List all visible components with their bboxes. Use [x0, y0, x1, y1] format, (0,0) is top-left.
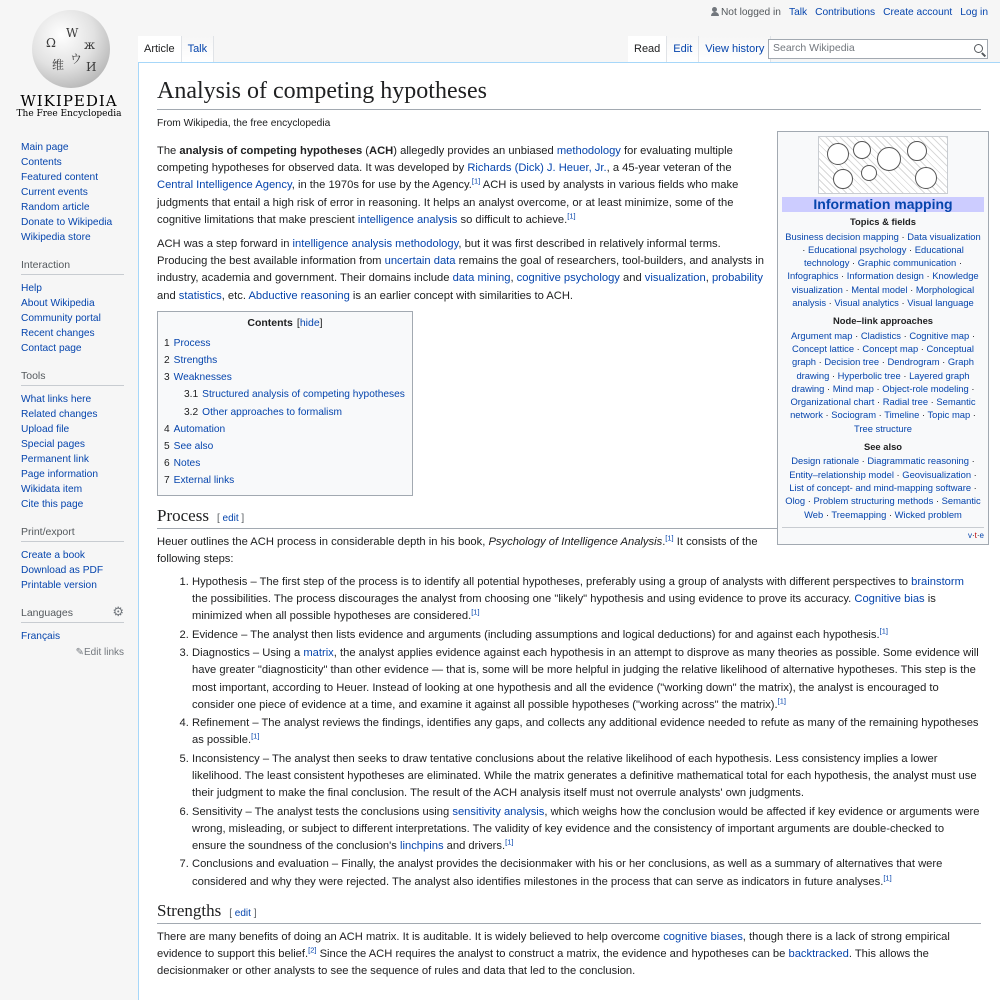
infobox-link[interactable]: Concept lattice	[792, 342, 855, 354]
print-portal	[0, 526, 138, 593]
link-intel-methodology[interactable]: intelligence analysis methodology	[292, 238, 459, 251]
infobox-link[interactable]: List of concept- and mind-mapping software	[789, 481, 972, 493]
languages-heading-label: Languages	[21, 607, 73, 619]
infobox-link[interactable]: Graph drawing	[796, 356, 974, 381]
edit-links[interactable]	[21, 647, 124, 658]
tool-page-information[interactable]: Page information	[21, 469, 99, 480]
languages-heading	[21, 604, 124, 623]
globe-glyph: ж	[84, 38, 96, 52]
tool-upload-file[interactable]: Upload file	[21, 424, 70, 435]
list-item: 5. Inconsistency – The analyst then seeks to draw tentative conclusions about the relative likelihood of each hypothesis. Less consistency implies a lower likelihood. The least consistent hypotheses are eliminated. While the matrix generates a definitive mathematical total for each hypothesis, the analyst must use their judgment to make the final conclusion. The result of the ACH analysis itself must not overrule analysts' own judgments.	[192, 751, 981, 803]
nav-recent-changes[interactable]: Recent changes	[21, 328, 95, 339]
section-edit-link[interactable]: edit	[234, 907, 251, 919]
tab-article[interactable]: Article	[138, 36, 182, 62]
citation-link[interactable]: [1]	[471, 176, 481, 186]
infobox-heading-nodelink: Node–link approaches	[832, 315, 934, 327]
not-logged-in	[711, 7, 781, 18]
pencil-icon: ✎	[75, 647, 84, 658]
infobox-link[interactable]: Cognitive map	[909, 329, 970, 341]
intro-paragraph-2: ACH was a step forward in intelligence analysis methodology, but it was first described in relatively informal terms. Producing the best available information from uncertain data remains the goal of researchers, tool-builders, and analysts in industry, academia and government. Their domains include data mining, cognitive psychology and visualization, probability and statistics, etc. Abductive reasoning is an earlier concept with similarities to ACH.	[157, 238, 764, 302]
list-item: 1. Hypothesis – The first step of the process is to identify all potential hypotheses, preferably using a group of analysts with different perspectives to brainstorm the possibilities. The process discourages the analyst from choosing one "likely" hypothesis and using evidence to prove its accuracy. Cognitive bias is minimized when all possible hypotheses are considered.[1]	[192, 574, 981, 626]
nav-contents[interactable]: Contents	[21, 157, 62, 168]
toc-item[interactable]: 3 Weaknesses	[164, 372, 232, 384]
user-icon	[711, 7, 719, 16]
puzzle-globe-icon	[32, 10, 110, 88]
logo-wordmark: WIKIPEDIA	[20, 92, 118, 110]
process-intro: Heuer outlines the ACH process in considerable depth in his book, Psychology of Intelligence Analysis.[1] It consists of the following steps:	[157, 532, 758, 565]
citation-link[interactable]: [1]	[471, 607, 480, 617]
citation-link[interactable]: [1]	[665, 532, 674, 542]
infobox-link[interactable]: Treemapping	[831, 508, 887, 520]
infobox-vte: v·t·e	[782, 527, 984, 542]
toc-item[interactable]: 7 External links	[164, 475, 235, 487]
nav-community-portal[interactable]: Community portal	[21, 313, 101, 324]
page-title: Analysis of competing hypotheses	[157, 77, 981, 110]
infobox-list-topics: Business decision mapping · Data visualization · Educational psychology · Educational technology · Graphic communication · Infographics · Information design · Knowledge visualization · Mental model · Morphological analysis · Visual analytics · Visual language	[785, 230, 981, 309]
infobox-link[interactable]: Timeline	[884, 409, 920, 421]
infobox-link[interactable]: Mental model	[851, 283, 908, 295]
interaction-portal	[0, 259, 138, 356]
link-cognitive-psychology[interactable]: cognitive psychology	[516, 272, 620, 285]
nav-current-events[interactable]: Current events	[21, 187, 88, 198]
list-item: 7. Conclusions and evaluation – Finally, the analyst provides the decisionmaker with his or her conclusions, as well as a summary of alternatives that were considered and why they were rejected. The analyst also identifies milestones in the process that can serve as indicators in future analyses.[1]	[192, 856, 981, 890]
link-sensitivity-analysis[interactable]: sensitivity analysis	[452, 805, 545, 818]
infobox-link[interactable]: Information design	[846, 270, 924, 282]
infobox-link[interactable]: Argument map	[791, 329, 853, 341]
globe-glyph: И	[86, 60, 97, 74]
print-heading: Print/export	[21, 526, 124, 542]
infobox-link[interactable]: Data visualization	[907, 230, 981, 242]
nav-main-page[interactable]: Main page	[21, 142, 69, 153]
search-placeholder: Search Wikipedia	[773, 42, 855, 54]
nav-store[interactable]: Wikipedia store	[21, 232, 91, 243]
globe-glyph: ウ	[70, 52, 83, 66]
vte-edit-link[interactable]: e	[979, 530, 984, 540]
link-cognitive-bias[interactable]: Cognitive bias	[854, 593, 925, 606]
globe-glyph: W	[66, 26, 79, 40]
infobox-list-nodelink: Argument map · Cladistics · Cognitive map · Concept lattice · Concept map · Conceptual graph · Decision tree · Dendrogram · Graph drawing · Hyperbolic tree · Layered graph drawing · Mind map · Object-role modeling · Organizational chart · Radial tree · Semantic network · Sociogram · Timeline · Topic map · Tree structure	[790, 329, 976, 434]
nav-contact[interactable]: Contact page	[21, 343, 82, 354]
infobox-link[interactable]: Organizational chart	[790, 396, 875, 408]
logo-tagline: The Free Encyclopedia	[16, 109, 122, 119]
toc-item[interactable]: 4 Automation	[164, 423, 226, 435]
citation-link[interactable]: [1]	[879, 626, 888, 636]
list-item: 3. Diagnostics – Using a matrix, the analyst applies evidence against each hypothesis in an attempt to disprove as many theories as possible. Some evidence will have greater "diagnosticity" than other evidence — that is, some will be more helpful in judging the relative likelihood of alternative hypotheses. This step is the most important, according to Heuer. Instead of looking at one hypothesis and all the evidence ("working down" the matrix), the analyst is encouraged to consider one piece of evidence at a time, and examine it against all possible hypotheses ("working across" the matrix).[1]	[192, 645, 981, 714]
tab-edit[interactable]: Edit	[667, 36, 699, 62]
strengths-paragraph: There are many benefits of doing an ACH matrix. It is auditable. It is widely believed to help overcome cognitive biases, though there is a lack of strong empirical evidence to support this belief.[2] Since the ACH requires the analyst to construct a matrix, the evidence and hypotheses can be backtracked. This allows the decisionmaker or other analysts to see the sequence of rules and data that led to the conclusion.	[157, 930, 950, 978]
tool-permanent-link[interactable]: Permanent link	[21, 454, 89, 465]
infobox-link[interactable]: Problem structuring methods	[813, 495, 934, 507]
list-item: 6. Sensitivity – The analyst tests the conclusions using sensitivity analysis, which weighs how the conclusion would be affected if key evidence or arguments were wrong, misleading, or subject to different interpretations. The validity of key evidence and the consistency of important arguments are double-checked to ensure the soundness of the conclusion's linchpins and drivers.[1]	[192, 804, 981, 856]
edit-links-label: Edit links	[83, 647, 124, 658]
talk-link[interactable]: Talk	[788, 7, 808, 18]
wikipedia-logo[interactable]	[0, 0, 138, 130]
infobox-link[interactable]: Wicked problem	[894, 508, 962, 520]
infobox	[777, 131, 989, 545]
tool-special-pages[interactable]: Special pages	[21, 439, 86, 450]
language-francais[interactable]: Français	[21, 631, 61, 642]
infobox-link[interactable]: Visual language	[907, 297, 974, 309]
toc-item[interactable]: 5 See also	[164, 441, 214, 453]
link-linchpins[interactable]: linchpins	[400, 840, 444, 853]
tab-talk[interactable]: Talk	[182, 36, 215, 62]
gear-icon[interactable]: ⚙	[112, 604, 124, 619]
infobox-link[interactable]: Semantic network	[790, 396, 976, 421]
link-intelligence-analysis[interactable]: intelligence analysis	[357, 213, 458, 226]
nav-donate[interactable]: Donate to Wikipedia	[21, 217, 113, 228]
navigation-portal	[0, 140, 138, 245]
list-item: 4. Refinement – The analyst reviews the findings, identifies any gaps, and collects any additional evidence needed to refute as many of the remaining hypotheses as possible.[1]	[192, 715, 981, 749]
table-of-contents	[157, 311, 413, 496]
globe-glyph: Ω	[46, 36, 56, 50]
infobox-link[interactable]: Visual analytics	[834, 297, 899, 309]
infobox-title[interactable]: Information mapping	[782, 197, 984, 212]
infobox-link[interactable]: Tree structure	[853, 422, 912, 434]
languages-portal	[0, 604, 138, 658]
link-abductive-reasoning[interactable]: Abductive reasoning	[248, 289, 350, 302]
citation-link[interactable]: [1]	[505, 837, 514, 847]
contributions-link[interactable]: Contributions	[815, 7, 876, 18]
infobox-link[interactable]: Diagrammatic reasoning	[867, 455, 969, 467]
infobox-link[interactable]: Mind map	[832, 382, 874, 394]
citation-link[interactable]: [1]	[251, 731, 260, 741]
infobox-link[interactable]: Layered graph drawing	[791, 369, 970, 394]
tab-view-history[interactable]: View history	[699, 36, 771, 62]
link-cognitive-biases[interactable]: cognitive biases	[663, 930, 743, 943]
infobox-link[interactable]: Geovisualization	[902, 468, 972, 480]
infobox-link[interactable]: Topic map	[927, 409, 971, 421]
link-uncertain-data[interactable]: uncertain data	[384, 255, 456, 268]
link-matrix[interactable]: matrix	[303, 647, 334, 660]
personal-tools	[711, 7, 988, 18]
infobox-link[interactable]: Conceptual graph	[792, 342, 974, 368]
link-heuer[interactable]: Richards (Dick) J. Heuer, Jr.	[467, 162, 607, 175]
link-data-mining[interactable]: data mining	[452, 272, 511, 285]
infobox-heading-topics: Topics & fields	[850, 216, 916, 228]
infobox-link[interactable]: Decision tree	[824, 356, 880, 368]
infobox-link[interactable]: Concept map	[862, 342, 919, 354]
main-content	[138, 62, 1000, 1000]
tool-related-changes[interactable]: Related changes	[21, 409, 98, 420]
link-brainstorm[interactable]: brainstorm	[911, 576, 964, 589]
nav-featured-content[interactable]: Featured content	[21, 172, 99, 183]
intro-paragraph-1: The analysis of competing hypotheses (ACH) allegedly provides an unbiased methodology for evaluating multiple competing hypotheses for observed data. It was developed by Richards (Dick) J. Heuer, Jr., a 45-year veteran of the Central Intelligence Agency, in the 1970s for use by the Agency.[1] ACH is used by analysts in various fields who make judgments that entail a high risk of error in reasoning. It helps an analyst overcome, or at least minimize, some of the cognitive limitations that make prescient intelligence analysis so difficult to achieve.[1]	[157, 145, 739, 226]
toc-item[interactable]: 6 Notes	[164, 458, 201, 470]
infobox-link[interactable]: Entity–relationship model	[789, 468, 894, 480]
infobox-link[interactable]: Design rationale	[791, 455, 860, 467]
login-link[interactable]: Log in	[960, 7, 988, 18]
infobox-image[interactable]	[818, 136, 948, 194]
tab-read[interactable]: Read	[628, 36, 667, 62]
citation-link[interactable]: [1]	[567, 211, 576, 221]
citation-link[interactable]: [1]	[777, 696, 786, 706]
toc-subitem[interactable]: 3.2 Other approaches to formalism	[184, 406, 343, 418]
nav-random-article[interactable]: Random article	[21, 202, 90, 213]
infobox-link[interactable]: Sociogram	[831, 409, 877, 421]
toc-hide-toggle[interactable]: hide	[299, 316, 320, 329]
section-edit-link[interactable]: edit	[222, 512, 239, 524]
print-download-pdf[interactable]: Download as PDF	[21, 565, 104, 576]
globe-glyph: 维	[52, 58, 65, 72]
nav-about[interactable]: About Wikipedia	[21, 298, 95, 309]
section-heading-process: Process [ edit ]	[157, 506, 981, 529]
toc-subitem[interactable]: 3.1 Structured analysis of competing hypotheses	[184, 389, 405, 401]
tools-heading: Tools	[21, 370, 124, 386]
infobox-link[interactable]: Morphological analysis	[792, 283, 975, 309]
tool-cite-page[interactable]: Cite this page	[21, 499, 84, 510]
tools-portal	[0, 370, 138, 512]
link-backtracked[interactable]: backtracked	[788, 948, 849, 961]
link-statistics[interactable]: statistics	[178, 289, 222, 302]
not-logged-in-label: Not logged in	[720, 7, 781, 18]
process-steps	[157, 574, 981, 891]
toc-item[interactable]: 1 Process	[164, 337, 211, 349]
print-create-book[interactable]: Create a book	[21, 550, 85, 561]
tool-wikidata-item[interactable]: Wikidata item	[21, 484, 83, 495]
interaction-heading: Interaction	[21, 259, 124, 275]
infobox-link[interactable]: Business decision mapping	[785, 230, 899, 242]
infobox-link[interactable]: Educational technology	[804, 243, 964, 269]
list-item: 2. Evidence – The analyst then lists evidence and arguments (including assumptions and logical deductions) for and against each hypothesis.[1]	[192, 627, 981, 644]
citation-link[interactable]: [2]	[308, 945, 317, 955]
nav-help[interactable]: Help	[21, 283, 42, 294]
tool-what-links-here[interactable]: What links here	[21, 394, 92, 405]
link-methodology[interactable]: methodology	[556, 145, 621, 157]
vte-talk-link[interactable]: t	[974, 530, 977, 540]
infobox-list-seealso: Design rationale · Diagrammatic reasoning · Entity–relationship model · Geovisualization · List of concept- and mind-mapping software · Olog · Problem structuring methods · Semantic Web · Treemapping · Wicked problem	[785, 455, 981, 520]
infobox-link[interactable]: Educational psychology	[807, 243, 907, 255]
vte-view-link[interactable]: v	[967, 530, 972, 540]
infobox-link[interactable]: Hyperbolic tree	[837, 369, 901, 381]
infobox-heading-seealso: See also	[863, 441, 903, 453]
infobox-link[interactable]: Cladistics	[860, 329, 901, 341]
infobox-link[interactable]: Object-role modeling	[882, 382, 969, 394]
infobox-link[interactable]: Graphic communication	[857, 257, 957, 269]
infobox-link[interactable]: Knowledge visualization	[791, 270, 979, 295]
infobox-link[interactable]: Infographics	[787, 270, 839, 282]
print-printable-version[interactable]: Printable version	[21, 580, 97, 591]
infobox-link[interactable]: Olog	[785, 495, 806, 507]
search-input[interactable]	[768, 39, 988, 59]
create-account-link[interactable]: Create account	[883, 7, 953, 18]
link-visualization[interactable]: visualization	[644, 272, 706, 285]
toc-title: Contents [hide]	[247, 316, 323, 329]
infobox-link[interactable]: Dendrogram	[887, 356, 940, 368]
site-subtitle: From Wikipedia, the free encyclopedia	[157, 118, 331, 129]
link-probability[interactable]: probability	[711, 272, 763, 285]
section-heading-strengths: Strengths [ edit ]	[157, 901, 981, 924]
infobox-link[interactable]: Semantic Web	[804, 495, 981, 520]
infobox-link[interactable]: Radial tree	[882, 396, 929, 408]
citation-link[interactable]: [1]	[883, 872, 892, 882]
view-tabs	[628, 36, 771, 62]
main-nav-list	[21, 140, 124, 245]
search-icon[interactable]	[974, 44, 983, 53]
link-cia[interactable]: Central Intelligence Agency	[157, 179, 292, 192]
sidebar	[0, 140, 138, 672]
namespace-tabs	[138, 36, 214, 62]
toc-item[interactable]: 2 Strengths	[164, 355, 218, 367]
